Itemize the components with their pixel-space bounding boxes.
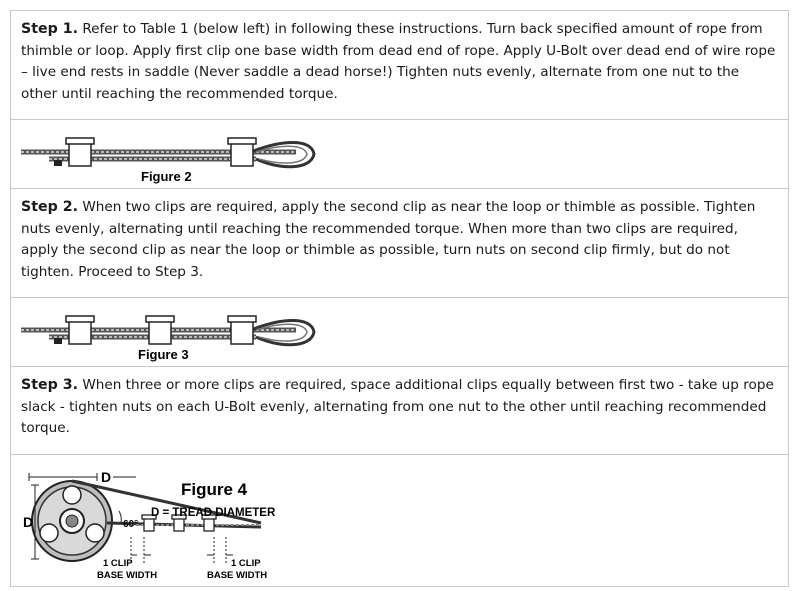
step-3-label: Step 3. — [21, 377, 78, 393]
figure-4-title: Figure 4 — [181, 480, 248, 499]
sheave — [32, 481, 112, 561]
figure-2-caption: Figure 2 — [141, 169, 192, 184]
figure-3-illustration — [11, 298, 788, 366]
step-2-label: Step 2. — [21, 199, 78, 215]
step-3-row — [11, 366, 788, 454]
base-width-left-line-2: BASE WIDTH — [97, 570, 158, 581]
d-top-label: D — [101, 469, 112, 485]
figure-4-row — [11, 454, 788, 586]
step-1-text: Refer to Table 1 (below left) in following these instructions. Turn back specified amount of rope from thimble or loop. Apply first clip one base width from dead end of rope. Apply U-Bolt over dead end of wire rope – live end rests in saddle (Never saddle a dead horse!) Tighten nuts evenly, alternate from one nut to the other until reaching the recommended torque. — [21, 21, 776, 102]
base-width-right-line-2: BASE WIDTH — [207, 570, 268, 581]
base-width-right-line-1: 1 CLIP — [231, 558, 261, 569]
angle-label: 60° — [123, 519, 139, 530]
figure-3-caption: Figure 3 — [138, 347, 189, 362]
figure-4-legend: D = TREAD DIAMETER — [151, 507, 276, 519]
step-2-row — [11, 188, 788, 297]
clip-middle — [146, 316, 174, 344]
step-3-text: When three or more clips are required, space additional clips equally between first two - take up rope slack - tighten nuts on each U-Bolt evenly, alternating from one nut to the other until reaching recommended torque. — [21, 377, 774, 436]
d-left-label: D — [23, 514, 34, 530]
figure-3-row — [11, 297, 788, 366]
figure-2-illustration — [11, 120, 788, 188]
step-1-label: Step 1. — [21, 21, 78, 37]
figure-2-row — [11, 119, 788, 188]
clip-2 — [228, 316, 256, 344]
step-2-text: When two clips are required, apply the second clip as near the loop or thimble as possible. Tighten nuts evenly, alternating until reaching the recommended torque. When more than two clips are required, apply the second clip as near the loop or thimble as possible, turn nuts on second clip firmly, but do not tighten. Proceed to Step 3. — [21, 199, 756, 280]
instruction-table — [10, 10, 789, 587]
clip-2 — [228, 138, 256, 166]
step-1-row — [11, 11, 788, 119]
base-width-left-line-1: 1 CLIP — [103, 558, 133, 569]
figure-4-illustration — [11, 455, 788, 587]
